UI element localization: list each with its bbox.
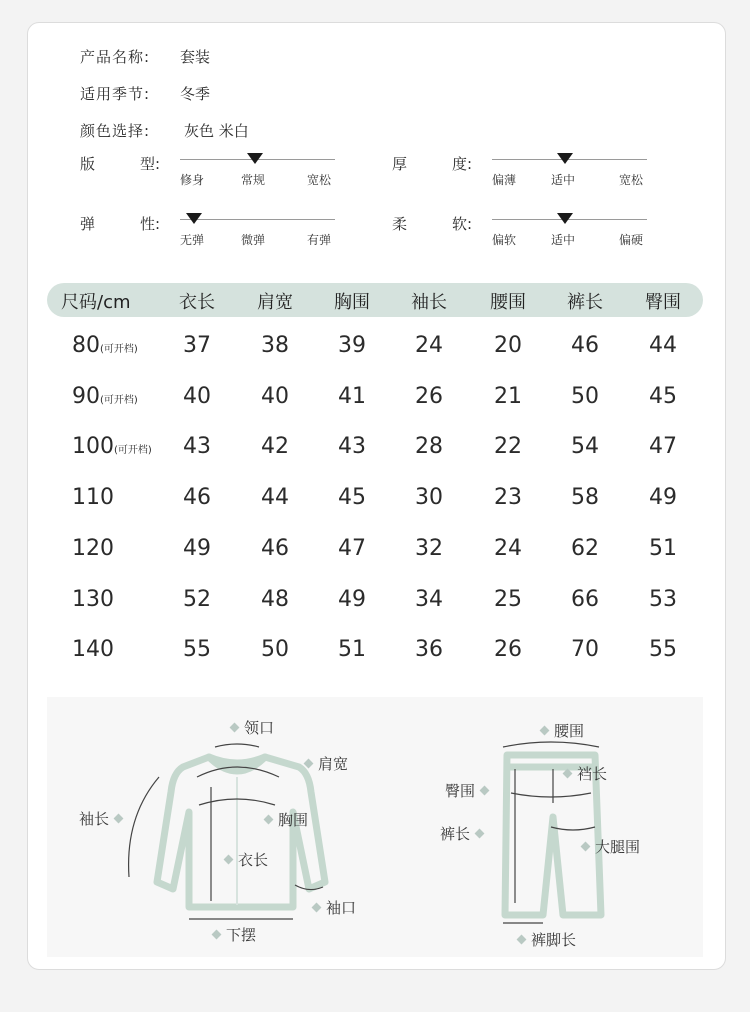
- scale-option: 适中: [551, 233, 576, 247]
- header-cell: 裤长: [567, 292, 603, 313]
- scale-option: 偏硬: [619, 233, 644, 247]
- size-cell: 100(可开档): [72, 434, 152, 460]
- scale-marker: [557, 213, 573, 224]
- table-cell: 32: [415, 535, 443, 561]
- garment-illustration: [47, 697, 703, 957]
- scale-marker: [186, 213, 202, 224]
- scale-option: 无弹: [180, 233, 205, 247]
- table-cell: 40: [183, 383, 211, 409]
- table-cell: 46: [183, 485, 211, 511]
- elasticity-scale: [180, 213, 335, 253]
- table-cell: 51: [338, 637, 366, 663]
- size-cell: 140: [72, 637, 114, 663]
- table-cell: 53: [649, 586, 677, 612]
- table-row: [47, 530, 703, 570]
- table-cell: 26: [415, 383, 443, 409]
- table-cell: 37: [183, 333, 211, 358]
- table-cell: 49: [183, 535, 211, 561]
- scale-option: 常规: [241, 173, 266, 187]
- table-cell: 21: [494, 383, 522, 409]
- header-size: 尺码/cm: [61, 292, 131, 313]
- table-cell: 49: [338, 586, 366, 612]
- info-row-season: [80, 75, 249, 112]
- info-row-color: [80, 112, 249, 149]
- size-cell: 80(可开档): [72, 333, 138, 358]
- table-cell: 48: [261, 586, 289, 612]
- measurement-diagram: [47, 697, 703, 957]
- table-cell: 52: [183, 586, 211, 612]
- info-label: 适用季节:: [80, 85, 151, 103]
- fit-scale: [180, 153, 335, 193]
- table-cell: 70: [571, 637, 599, 663]
- product-info: [80, 38, 249, 149]
- size-note: (可开档): [100, 344, 138, 355]
- softness-scale: [492, 213, 647, 253]
- header-cell: 臀围: [645, 292, 681, 313]
- table-cell: 58: [571, 485, 599, 511]
- info-value: 套装: [180, 48, 211, 66]
- size-cell: 130: [72, 586, 114, 612]
- label-hip: 臀围: [445, 780, 494, 801]
- table-cell: 23: [494, 485, 522, 511]
- table-cell: 36: [415, 637, 443, 663]
- table-cell: 50: [261, 637, 289, 663]
- table-cell: 51: [649, 535, 677, 561]
- table-cell: 25: [494, 586, 522, 612]
- table-cell: 47: [649, 434, 677, 460]
- scale-marker: [557, 153, 573, 164]
- size-note: (可开档): [100, 394, 138, 406]
- info-label: 产品名称:: [80, 48, 151, 66]
- table-cell: 55: [649, 637, 677, 663]
- table-cell: 46: [261, 535, 289, 561]
- label-sleeve: 袖长: [79, 808, 128, 829]
- table-cell: 44: [261, 485, 289, 511]
- info-label: 颜色选择:: [80, 122, 151, 140]
- table-row: [47, 631, 703, 671]
- label-leg-opening: 裤脚长: [512, 929, 576, 950]
- header-cell: 肩宽: [257, 292, 293, 313]
- table-row: [47, 479, 703, 519]
- table-cell: 42: [261, 434, 289, 460]
- scale-option: 适中: [551, 173, 576, 187]
- table-cell: 41: [338, 383, 366, 409]
- table-row: [47, 378, 703, 418]
- label-cuff: 袖口: [307, 897, 356, 918]
- header-cell: 腰围: [490, 292, 526, 313]
- table-cell: 43: [183, 434, 211, 460]
- label-collar: 领口: [225, 717, 274, 738]
- table-cell: 39: [338, 333, 366, 358]
- table-cell: 47: [338, 535, 366, 561]
- label-thigh: 大腿围: [576, 836, 640, 857]
- table-row: [47, 327, 703, 367]
- label-chest: 胸围: [259, 809, 308, 830]
- size-cell: 90(可开档): [72, 383, 138, 409]
- scale-marker: [247, 153, 263, 164]
- table-cell: 45: [649, 383, 677, 409]
- table-cell: 54: [571, 434, 599, 460]
- table-cell: 46: [571, 333, 599, 358]
- table-cell: 20: [494, 333, 522, 358]
- table-cell: 30: [415, 485, 443, 511]
- table-cell: 40: [261, 383, 289, 409]
- table-cell: 22: [494, 434, 522, 460]
- attr-label: 厚 度:: [392, 155, 472, 173]
- table-cell: 49: [649, 485, 677, 511]
- scale-option: 宽松: [619, 173, 644, 187]
- header-cell: 胸围: [334, 292, 370, 313]
- label-pants-length: 裤长: [440, 823, 489, 844]
- label-waist: 腰围: [535, 720, 584, 741]
- table-cell: 66: [571, 586, 599, 612]
- table-cell: 43: [338, 434, 366, 460]
- table-cell: 62: [571, 535, 599, 561]
- scale-option: 微弹: [241, 233, 266, 247]
- scale-option: 有弹: [307, 233, 332, 247]
- size-cell: 120: [72, 535, 114, 561]
- header-cell: 袖长: [411, 292, 447, 313]
- table-cell: 50: [571, 383, 599, 409]
- table-row: [47, 581, 703, 621]
- size-table-header: [47, 283, 703, 317]
- size-cell: 110: [72, 485, 114, 511]
- info-row-name: [80, 38, 249, 75]
- table-cell: 28: [415, 434, 443, 460]
- info-value: 灰色 米白: [184, 122, 249, 140]
- table-cell: 38: [261, 333, 289, 358]
- label-length: 衣长: [219, 849, 268, 870]
- label-hem: 下摆: [207, 924, 256, 945]
- header-cell: 衣长: [179, 292, 215, 313]
- info-value: 冬季: [180, 85, 211, 103]
- scale-option: 偏薄: [492, 173, 517, 187]
- label-rise: 裆长: [558, 763, 607, 784]
- size-note: (可开档): [114, 445, 152, 457]
- table-row: [47, 428, 703, 468]
- label-shoulder: 肩宽: [299, 753, 348, 774]
- attr-label: 弹 性:: [80, 215, 160, 233]
- table-cell: 45: [338, 485, 366, 511]
- table-cell: 44: [649, 333, 677, 358]
- table-cell: 34: [415, 586, 443, 612]
- attr-label: 柔 软:: [392, 215, 472, 233]
- attr-label: 版 型:: [80, 155, 160, 173]
- scale-option: 偏软: [492, 233, 517, 247]
- scale-option: 宽松: [307, 173, 332, 187]
- table-cell: 55: [183, 637, 211, 663]
- table-cell: 24: [494, 535, 522, 561]
- table-cell: 26: [494, 637, 522, 663]
- table-cell: 24: [415, 333, 443, 358]
- scale-option: 修身: [180, 173, 205, 187]
- thickness-scale: [492, 153, 647, 193]
